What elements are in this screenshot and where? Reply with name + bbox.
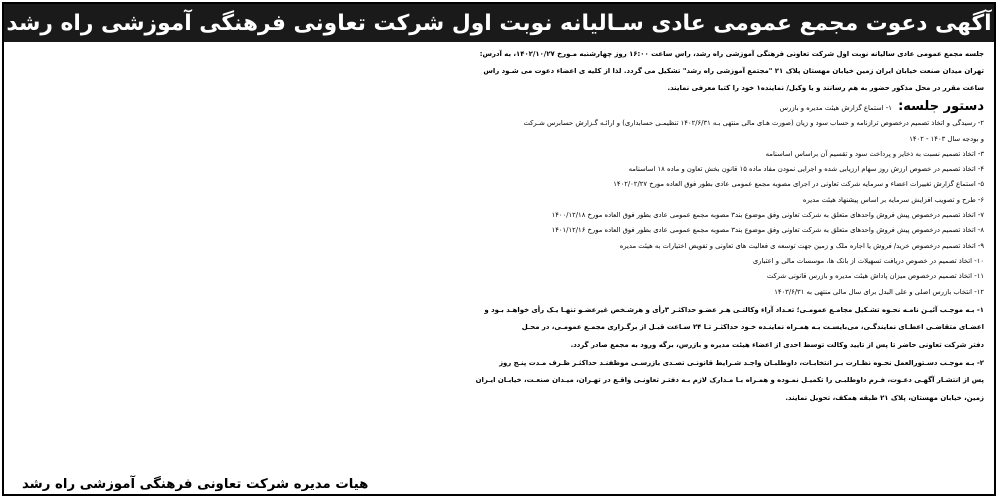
- agenda-item: ۲- رسیدگی و اتخاذ تصمیم درخصوص ترازنامه و حساب سود و زیان (صورت هـای مالی منتهی بـه ۱۴۰۲/۶/۳۱ تنظیمـی حسابداری) و ارائـه گـزارش حسابرس شـرکت: [523, 119, 984, 128]
- intro-paragraph: [12, 46, 984, 97]
- agenda-item: ۱۱- اتخاذ تصمیم درخصوص میزان پاداش هیئت مدیره و بازرس قانونی شرکت: [766, 272, 984, 281]
- notice-title: آگهی دعوت مجمع عمومی عادی سـالیانه نوبت اول شرکت تعاونی فرهنگی آموزشی راه رشد: [6, 10, 992, 36]
- agenda-list: [12, 99, 984, 300]
- agenda-item: ۹- اتخاذ تصمیم درخصوص خرید/ فروش یا اجاره ملک و زمین جهت توسعه ی فعالیت های تعاونی و تفویض اختیارات به هیئت مدیره: [619, 241, 984, 250]
- agenda-item: ۸- اتخاذ تصمیم درخصوص پیش فروش واحدهای متعلق به شرکت تعاونی وفق موضوع بند۳ مصوبه مجمع عمومی عادی بطور فوق العاده مورخ ۱۴۰۱/۱۲/۱۶: [551, 226, 984, 235]
- note-line: ۱- بـه موجـب آئیـن نامـه نحـوه تشـکیل مجامـع عمومـی؛ تعـداد آراء وکالتـی هـر عضـو حداکثـر ۳رأی و هرشـخص غیرعضـو تنهـا یـک رأی خواهـد بـود و: [484, 305, 984, 314]
- notice-frame: [2, 2, 996, 496]
- agenda-item: ۵- استماع گزارش تغییرات اعضاء و سرمایه شرکت تعاونی در اجرای مصوبه مجمع عمومی عادی بطور فوق العاده مورخ ۱۴۰۲/۰۲/۲۷: [613, 180, 984, 189]
- agenda-item: ۶- طرح و تصویب افزایش سرمایه بر اساس پیشنهاد هیئت مدیره: [802, 195, 984, 204]
- agenda-heading: دستور جلسه:: [898, 99, 984, 114]
- intro-line: جلسه مجمع عمومی عادی سالیانه نوبت اول شرکت تعاونی فرهنگی آموزشی راه رشد، راس ساعت ۱۶:۰۰ روز چهارشنبه مـورخ ۱۴۰۲/۱۰/۲۷، به آدرس:: [479, 50, 984, 58]
- intro-line: تهران میدان صنعت خیابان ایران زمین خیابان مهستان پلاک ۲۱ "مجتمع آموزشی راه رشد" تشکیل می گردد. لذا از کلیه ی اعضاء دعوت می شـود راس: [483, 67, 984, 75]
- intro-line: ساعت مقرر در محل مذکور حضور به هم رسانند و یا وکیل/ نماینده۱ خود را کتبا معرفی نمایند.: [667, 84, 984, 92]
- board-signature: هیات مدیره شرکت تعاونی فرهنگی آموزشی راه رشد: [22, 477, 369, 492]
- note-line: ۲- بـه موجـب دسـتورالعمل نحـوه نظـارت بـر انتخابـات، داوطلبـان واجـد شـرایط قانونـی تصـدی بازرسـی موظفنـد حداکثـر ظـرف مـدت پنـج روز: [499, 358, 984, 367]
- agenda-item: و بودجه سال ۱۴۰۳ - ۱۴۰۲: [909, 134, 984, 143]
- agenda-item: ۱۰- اتخاذ تصمیم در خصوص دریافت تسهیلات از بانک ها، موسسات مالی و اعتباری: [752, 256, 984, 265]
- note-line: زمین، خیابان مهستان، پلاک ۲۱ طبقه همکف، تحویل نمایند.: [785, 393, 984, 402]
- agenda-item: ۷- اتخاذ تصمیم درخصوص پیش فروش واحدهای متعلق به شرکت تعاونی وفق موضوع بند۳ مصوبه مجمع عمومی عادی بطور فوق العاده مورخ ۱۴۰۰/۱۲/۱۸: [551, 211, 984, 220]
- notice-title-bar: [4, 4, 994, 42]
- agenda-item: ۱۲- انتخاب بازرس اصلی و علی البدل برای سال مالی منتهی به ۱۴۰۳/۶/۳۱: [774, 287, 984, 296]
- agenda-item: ۴- اتخاذ تصمیم در خصوص ارزش روز سهام ارزیابی شده و اجرایی نمودن مفاد ماده ۱۵ قانون بخش تعاون و ماده ۱۸ اساسنامه: [628, 165, 984, 174]
- agenda-item: ۳- اتخاذ تصمیم نسبت به ذخایر و پرداخت سود و تقسیم آن براساس اساسنامه: [765, 149, 984, 158]
- note-line: اعضـای متقاضـی اعطـای نمایندگـی، می‌بایسـت بـه همـراه نماینـده خـود حداکثـر تـا ۲۴ سـاعت قبـل از برگـزاری مجمـع عمومـی، در محـل: [521, 323, 984, 332]
- notice-body: [12, 46, 984, 494]
- note-line: دفتر شرکت تعاونی حاضر تا پس از تایید وکالت توسط احدی از اعضاء هیئت مدیره و بازرس، برگه ورود به مجمع صادر گردد.: [570, 341, 984, 350]
- agenda-first-row: [12, 99, 984, 116]
- notes-section: [12, 302, 984, 408]
- note-line: پس از انتشـار آگهـی دعـوت، فـرم داوطلبـی را تکمیـل نمـوده و همـراه بـا مـدارک لازم بـه دفتـر تعاونـی واقـع در تهـران، میـدان صنعـت، خیابـان ایـران: [475, 376, 984, 385]
- agenda-item: ۱- استماع گزارش هیئت مدیره و بازرس: [779, 104, 892, 112]
